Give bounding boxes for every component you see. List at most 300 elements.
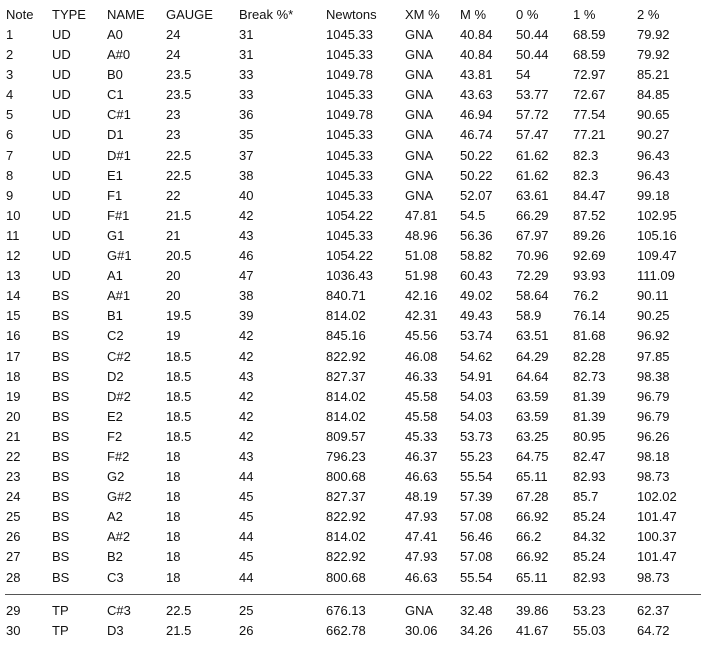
table-cell: 30 <box>6 622 21 638</box>
table-cell: 53.74 <box>460 328 493 344</box>
table-cell: 57.08 <box>460 509 493 525</box>
table-cell: 30.06 <box>405 622 438 638</box>
table-cell: GNA <box>405 87 434 103</box>
table-cell: 76.14 <box>573 308 606 324</box>
table-cell: GNA <box>405 147 434 163</box>
table-cell: 43 <box>239 227 254 243</box>
table-cell: 92.69 <box>573 248 606 264</box>
table-cell: 85.24 <box>573 509 606 525</box>
table-cell: 96.43 <box>637 147 670 163</box>
table-cell: 18.5 <box>166 388 192 404</box>
table-cell: B2 <box>107 549 123 565</box>
table-cell: BS <box>52 408 70 424</box>
table-row <box>0 306 709 326</box>
table-cell: 1045.33 <box>326 127 373 143</box>
table-cell: 46 <box>239 248 254 264</box>
table-cell: 45 <box>239 549 254 565</box>
table-cell: 42.31 <box>405 308 438 324</box>
table-cell: BS <box>52 428 70 444</box>
table-cell: 46.63 <box>405 569 438 585</box>
table-cell: 827.37 <box>326 489 366 505</box>
table-cell: 36 <box>239 107 254 123</box>
table-cell: 68.59 <box>573 27 606 42</box>
table-cell: 19 <box>6 388 21 404</box>
table-cell: 35 <box>239 127 254 143</box>
table-cell: 62.37 <box>637 602 670 618</box>
table-cell: 676.13 <box>326 602 366 618</box>
table-cell: 1045.33 <box>326 227 373 243</box>
table-cell: 840.71 <box>326 288 366 304</box>
table-cell: 45.58 <box>405 388 438 404</box>
table-cell: 27 <box>6 549 21 565</box>
table-cell: 46.74 <box>460 127 493 143</box>
table-cell: G2 <box>107 469 125 485</box>
table-cell: 101.47 <box>637 549 677 565</box>
table-cell: 1045.33 <box>326 147 373 163</box>
table-cell: 33 <box>239 87 254 103</box>
table-cell: 21 <box>166 227 181 243</box>
table-row <box>0 507 709 527</box>
table-cell: 1045.33 <box>326 47 373 63</box>
table-cell: 18.5 <box>166 368 192 384</box>
table-row <box>0 547 709 567</box>
table-cell: 89.26 <box>573 227 606 243</box>
table-cell: 44 <box>239 529 254 545</box>
table-cell: 90.11 <box>637 288 669 304</box>
table-cell: 63.59 <box>516 408 549 424</box>
table-cell: 56.36 <box>460 227 493 243</box>
table-row <box>0 45 709 65</box>
table-cell: 98.38 <box>637 368 670 384</box>
table-cell: 45.56 <box>405 328 438 344</box>
table-cell: 55.03 <box>573 622 606 638</box>
table-cell: BS <box>52 529 70 545</box>
table-cell: 90.65 <box>637 107 670 123</box>
table-cell: UD <box>52 47 71 63</box>
table-cell: 47 <box>239 268 254 284</box>
table-cell: 20 <box>166 288 181 304</box>
table-cell: 24 <box>6 489 21 505</box>
table-cell: 40.84 <box>460 27 493 42</box>
table-row <box>0 226 709 246</box>
table-cell: 96.43 <box>637 167 670 183</box>
column-header: 0 % <box>516 7 539 22</box>
table-cell: 22.5 <box>166 167 192 183</box>
table-header-row <box>0 4 709 25</box>
table-cell: 66.29 <box>516 207 549 223</box>
table-cell: 26 <box>239 622 254 638</box>
table-cell: 65.11 <box>516 469 548 485</box>
column-header: GAUGE <box>166 7 213 22</box>
table-cell: 72.97 <box>573 67 606 83</box>
table-cell: BS <box>52 509 70 525</box>
table-cell: 68.59 <box>573 47 606 63</box>
table-cell: 50.22 <box>460 167 493 183</box>
table-cell: D1 <box>107 127 124 143</box>
table-cell: 54 <box>516 67 531 83</box>
table-cell: 51.08 <box>405 248 438 264</box>
table-cell: 67.97 <box>516 227 549 243</box>
table-cell: 84.85 <box>637 87 670 103</box>
table-cell: 20 <box>166 268 181 284</box>
table-cell: 5 <box>6 107 14 123</box>
table-cell: 29 <box>6 602 21 618</box>
table-cell: A#1 <box>107 288 131 304</box>
table-cell: 76.2 <box>573 288 599 304</box>
table-row <box>0 105 709 125</box>
table-row <box>0 427 709 447</box>
table-cell: 96.26 <box>637 428 670 444</box>
table-cell: 44 <box>239 469 254 485</box>
table-cell: GNA <box>405 47 434 63</box>
table-cell: UD <box>52 167 71 183</box>
table-cell: D3 <box>107 622 124 638</box>
table-cell: 18 <box>6 368 21 384</box>
table-cell: 39.86 <box>516 602 549 618</box>
table-cell: G#1 <box>107 248 132 264</box>
table-cell: UD <box>52 107 71 123</box>
table-cell: 19 <box>166 328 181 344</box>
table-cell: 28 <box>6 569 21 585</box>
table-cell: BS <box>52 469 70 485</box>
table-row <box>0 407 709 427</box>
table-cell: 56.46 <box>460 529 493 545</box>
table-cell: 45.58 <box>405 408 438 424</box>
table-cell: 1049.78 <box>326 107 373 123</box>
table-cell: 101.47 <box>637 509 677 525</box>
table-row <box>0 85 709 105</box>
table-cell: 97.85 <box>637 348 670 364</box>
table-cell: 82.3 <box>573 167 599 183</box>
table-cell: 37 <box>239 147 254 163</box>
table-cell: 98.73 <box>637 469 670 485</box>
table-cell: 85.24 <box>573 549 606 565</box>
table-cell: 22.5 <box>166 602 192 618</box>
table-cell: F2 <box>107 428 123 444</box>
table-cell: 18.5 <box>166 428 192 444</box>
table-cell: C1 <box>107 87 124 103</box>
table-cell: 42 <box>239 388 254 404</box>
table-cell: 822.92 <box>326 348 366 364</box>
table-cell: 61.62 <box>516 147 549 163</box>
table-cell: 82.93 <box>573 469 606 485</box>
column-header: 1 % <box>573 7 596 22</box>
table-cell: 43 <box>239 368 254 384</box>
table-cell: 47.93 <box>405 549 438 565</box>
table-cell: 23.5 <box>166 87 192 103</box>
table-cell: 51.98 <box>405 268 438 284</box>
table-cell: UD <box>52 187 71 203</box>
table-cell: A#2 <box>107 529 131 545</box>
table-cell: 60.43 <box>460 268 493 284</box>
table-cell: 42 <box>239 328 254 344</box>
table-cell: UD <box>52 67 71 83</box>
table-row <box>0 65 709 85</box>
table-cell: 38 <box>239 167 254 183</box>
table-cell: 40.84 <box>460 47 493 63</box>
table-cell: BS <box>52 288 70 304</box>
table-cell: 66.92 <box>516 509 549 525</box>
table-row <box>0 266 709 286</box>
table-cell: 22.5 <box>166 147 192 163</box>
table-cell: F#2 <box>107 448 130 464</box>
table-row <box>0 326 709 346</box>
table-cell: TP <box>52 622 69 638</box>
table-cell: 17 <box>6 348 21 364</box>
table-cell: 23 <box>6 469 21 485</box>
table-cell: 18.5 <box>166 348 192 364</box>
table-cell: 24 <box>166 47 181 63</box>
table-cell: 54.5 <box>460 207 486 223</box>
table-cell: 6 <box>6 127 14 143</box>
table-cell: 46.37 <box>405 448 438 464</box>
column-header: M % <box>460 7 486 22</box>
table-cell: 84.47 <box>573 187 606 203</box>
table-cell: E2 <box>107 408 123 424</box>
table-cell: 54.03 <box>460 388 493 404</box>
table-row <box>0 447 709 467</box>
table-row <box>0 487 709 507</box>
table-row <box>0 387 709 407</box>
table-cell: 42 <box>239 408 254 424</box>
table-cell: 65.11 <box>516 569 548 585</box>
column-header: NAME <box>107 7 145 22</box>
table-cell: 54.03 <box>460 408 493 424</box>
table-cell: 38 <box>239 288 254 304</box>
table-cell: 57.72 <box>516 107 549 123</box>
table-cell: G1 <box>107 227 125 243</box>
table-cell: 42 <box>239 207 254 223</box>
table-cell: 11 <box>6 227 20 243</box>
table-cell: 822.92 <box>326 509 366 525</box>
table-row <box>0 186 709 206</box>
table-cell: 1049.78 <box>326 67 373 83</box>
table-cell: 82.28 <box>573 348 606 364</box>
table-cell: 64.75 <box>516 448 549 464</box>
table-cell: GNA <box>405 127 434 143</box>
section-divider <box>5 594 701 595</box>
table-cell: 39 <box>239 308 254 324</box>
table-cell: 50.22 <box>460 147 493 163</box>
table-cell: 102.02 <box>637 489 677 505</box>
table-cell: 8 <box>6 167 14 183</box>
table-cell: 47.41 <box>405 529 438 545</box>
table-cell: 49.43 <box>460 308 493 324</box>
table-cell: 82.47 <box>573 448 606 464</box>
table-cell: BS <box>52 569 70 585</box>
table-cell: F#1 <box>107 207 130 223</box>
table-cell: 99.18 <box>637 187 670 203</box>
table-cell: 26 <box>6 529 21 545</box>
table-row <box>0 347 709 367</box>
table-cell: 82.3 <box>573 147 599 163</box>
table-row <box>0 206 709 226</box>
table-cell: 16 <box>6 328 21 344</box>
table-cell: 79.92 <box>637 27 670 42</box>
table-row <box>0 367 709 387</box>
table-cell: 45.33 <box>405 428 438 444</box>
table-cell: A0 <box>107 27 123 42</box>
table-row <box>0 25 709 45</box>
table-cell: 827.37 <box>326 368 366 384</box>
table-cell: BS <box>52 308 70 324</box>
table-cell: C3 <box>107 569 124 585</box>
table-cell: 45 <box>239 509 254 525</box>
table-cell: 20.5 <box>166 248 192 264</box>
table-cell: 79.92 <box>637 47 670 63</box>
table-cell: BS <box>52 328 70 344</box>
table-cell: 52.07 <box>460 187 493 203</box>
table-cell: UD <box>52 207 71 223</box>
table-cell: 70.96 <box>516 248 549 264</box>
table-cell: 61.62 <box>516 167 549 183</box>
table-cell: 64.29 <box>516 348 549 364</box>
table-cell: 53.73 <box>460 428 493 444</box>
table-cell: GNA <box>405 187 434 203</box>
table-cell: 814.02 <box>326 529 366 545</box>
table-cell: BS <box>52 368 70 384</box>
table-row <box>0 527 709 547</box>
table-cell: 3 <box>6 67 14 83</box>
table-cell: 93.93 <box>573 268 606 284</box>
table-cell: 82.73 <box>573 368 606 384</box>
table-cell: 105.16 <box>637 227 677 243</box>
table-cell: 20 <box>6 408 21 424</box>
table-cell: 32.48 <box>460 602 493 618</box>
table-cell: 25 <box>6 509 21 525</box>
table-cell: 53.77 <box>516 87 549 103</box>
table-cell: GNA <box>405 602 434 618</box>
table-cell: 81.39 <box>573 388 606 404</box>
table-cell: 80.95 <box>573 428 606 444</box>
table-cell: 21.5 <box>166 207 192 223</box>
table-cell: A2 <box>107 509 123 525</box>
table-cell: D2 <box>107 368 124 384</box>
table-cell: 63.51 <box>516 328 549 344</box>
table-cell: TP <box>52 602 69 618</box>
table-cell: 18 <box>166 489 181 505</box>
table-cell: 18 <box>166 529 181 545</box>
table-cell: 98.18 <box>637 448 670 464</box>
table-cell: 1045.33 <box>326 27 373 42</box>
table-cell: 45 <box>239 489 254 505</box>
table-cell: 67.28 <box>516 489 549 505</box>
table-cell: 19.5 <box>166 308 192 324</box>
table-cell: 2 <box>6 47 14 63</box>
table-cell: 98.73 <box>637 569 670 585</box>
table-row <box>0 467 709 487</box>
table-cell: 58.82 <box>460 248 493 264</box>
table-cell: 42 <box>239 428 254 444</box>
table-cell: 96.92 <box>637 328 670 344</box>
table-cell: 96.79 <box>637 388 670 404</box>
table-cell: 85.7 <box>573 489 599 505</box>
table-row <box>0 146 709 166</box>
table-cell: BS <box>52 348 70 364</box>
table-cell: 66.92 <box>516 549 549 565</box>
table-cell: 23 <box>166 127 181 143</box>
table-cell: BS <box>52 489 70 505</box>
table-cell: 96.79 <box>637 408 670 424</box>
table-cell: 57.39 <box>460 489 493 505</box>
table-cell: 23.5 <box>166 67 192 83</box>
table-cell: B1 <box>107 308 123 324</box>
table-cell: 822.92 <box>326 549 366 565</box>
table-cell: 9 <box>6 187 14 203</box>
table-row <box>0 568 709 588</box>
table-cell: 82.93 <box>573 569 606 585</box>
table-cell: A#0 <box>107 47 131 63</box>
table-cell: 814.02 <box>326 388 366 404</box>
table-cell: 66.2 <box>516 529 542 545</box>
table-cell: 55.54 <box>460 569 493 585</box>
table-cell: E1 <box>107 167 123 183</box>
table-cell: 81.68 <box>573 328 606 344</box>
column-header: Break %* <box>239 7 294 22</box>
table-cell: F1 <box>107 187 123 203</box>
table-cell: G#2 <box>107 489 132 505</box>
table-cell: 4 <box>6 87 14 103</box>
table-cell: 13 <box>6 268 21 284</box>
table-cell: 100.37 <box>637 529 677 545</box>
table-cell: BS <box>52 549 70 565</box>
table-cell: 111.09 <box>637 268 675 284</box>
table-cell: 77.54 <box>573 107 606 123</box>
table-cell: 46.94 <box>460 107 493 123</box>
table-row <box>0 246 709 266</box>
table-cell: GNA <box>405 167 434 183</box>
table-cell: 14 <box>6 288 21 304</box>
table-cell: 31 <box>239 47 254 63</box>
table-cell: 55.23 <box>460 448 493 464</box>
table-cell: 12 <box>6 248 21 264</box>
column-header: XM % <box>405 7 440 22</box>
table-cell: 46.33 <box>405 368 438 384</box>
table-cell: 18 <box>166 448 181 464</box>
table-cell: 800.68 <box>326 469 366 485</box>
table-cell: UD <box>52 87 71 103</box>
table-cell: D#1 <box>107 147 131 163</box>
table-cell: 90.25 <box>637 308 670 324</box>
table-cell: 1054.22 <box>326 207 373 223</box>
table-cell: 43.81 <box>460 67 493 83</box>
table-cell: 18 <box>166 509 181 525</box>
column-header: TYPE <box>52 7 86 22</box>
table-cell: 81.39 <box>573 408 606 424</box>
table-cell: 1045.33 <box>326 167 373 183</box>
table-cell: 18 <box>166 549 181 565</box>
table-cell: 34.26 <box>460 622 493 638</box>
table-cell: 21 <box>6 428 21 444</box>
column-header: 2 % <box>637 7 660 22</box>
column-header: Newtons <box>326 7 377 22</box>
table-row <box>0 601 709 621</box>
table-cell: 24 <box>166 27 181 42</box>
table-cell: UD <box>52 27 71 42</box>
table-cell: 85.21 <box>637 67 670 83</box>
table-cell: 57.08 <box>460 549 493 565</box>
table-cell: 87.52 <box>573 207 606 223</box>
table-cell: 47.81 <box>405 207 438 223</box>
table-cell: 53.23 <box>573 602 606 618</box>
table-row <box>0 166 709 186</box>
table-cell: 64.72 <box>637 622 670 638</box>
table-cell: 7 <box>6 147 14 163</box>
table-cell: 800.68 <box>326 569 366 585</box>
table-row <box>0 286 709 306</box>
table-cell: UD <box>52 147 71 163</box>
table-cell: 1 <box>6 27 14 42</box>
